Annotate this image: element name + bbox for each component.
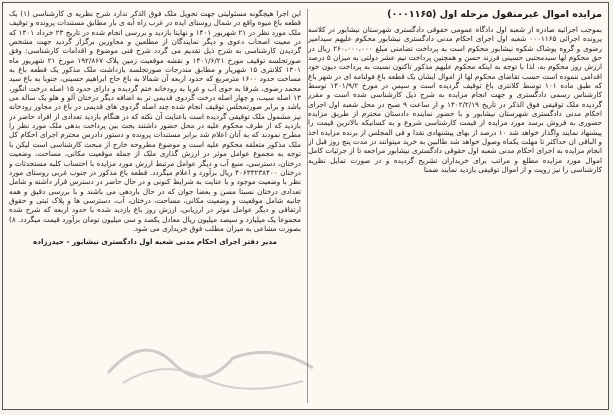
signature-line: مدیر دفتر اجرای احکام مدنی شعبه اول دادگستری نیشابور - حیدرزاده: [33, 237, 277, 247]
faint-stamp-watermark: [103, 323, 323, 393]
right-column-text: بموجب اجرائیه صادره از شعبه اول دادگاه عمومی حقوقی دادگستری شهرستان نیشابور در کلاسه پرونده اجرائی ۰۰۰۱۱۶۵ شعبه اول اجرای احکام مدنی دادگستری نیشابور محکوم علیهم سیدامیر رضوی و گروه پوشاک شکوه نیشابور محکوم است به پرداخت تضامنی مبلغ ۲۶۰،۰۰۰،۰۰۰ ریال در حق محکوم لها سیدمحتبی حسینی فرزند حسن و همچنین پرداخت نیم عشر دولتی به میزان ۵ درصد ارزش روز محکوم به، لذا با توجه به اینکه محکوم علیهم مذکور تاکنون نسبت به پرداخت دیون خود اقدامی ننموده است حسب تقاضای محکوم لها از اموال ایشان یک قطعه باغ فولنامه ای در شهر باغ که طبق ماده ۱۰۱ توسط کلانتری باغ توقیف گردیده است و سپس در مورخ ۱۴۰۱/۹/۲ توسط کارشناس رسمی دادگستری و جهت انجام مزایده به شرح ذیل کارشناسی شده است و مقرر گردیده ملک توقیفی فوق الذکر در تاریخ ۱۴۰۲/۲/۱۹ و از ساعت ۹ صبح در محل شعبه اول اجرای احکام مدنی دادگستری شهرستان نیشابور و با حضور نماینده دادستان محترم از طریق مزایده حضوری به فروش برسد مورد مزایده از قیمت کارشناسی شروع و به کسانیکه بالاترین قیمت را پیشنهاد نمایند واگذار خواهد شد ۱۰ درصد از بهای پیشنهادی نقدا و فی المجلس از برنده مزایده اخذ و الباقی ان حداکثر تا مهلت یکماه وصول خواهد شد طالبین به خرید میتوانند در مدت پنج روز قبل از انجام مزایده به اجرای احکام مدنی شعبه اول حقوقی دادگستری نیشابور مراجعه تا از جزئیات کامل اموال مورد مزایده مطلع و مراتب برای خریداران تشریح گردیده و در صورت تمایل نظریه کارشناسی را نیز رویت و از اموال توقیفی بازدید نمایند ضمنا: [308, 25, 602, 175]
right-column-body: [308, 25, 602, 175]
auction-notice: [2, 2, 609, 410]
left-column-text: این اجرا هیچگونه مسئولیتی جهت تحویل ملک فوق الذکر ندارد شرح نظریه ی کارشناسی (۱) یک قطعه باغ میوه واقع در شمال روستای ایده در غرب راه آبه ی بار مطابق مستندات پرونده و توقیف ملک مورد نظر در ۲۱ شهریور ۱۴۰۱ و نهایتا بازدید و بررسی انجام شده در تاریخ ۲۳ خرداد ۱۴۰۱ که در معیت اصحاب دعوی و دیگر نمایندگان از مطلعین و مجاورین برگزار گردید جهت مشخص گردیدن کارشناسی به شرح ذیل تقدیم می گردد شرح فنی موضوع و اقدامات کارشناسی: وفق صورتجلسه توقیف مورخ ۱۴۰۱/۶/۲۱ و نقشه موقعیت زمین پلاک ۱۹۲/۸۶۷ مورخ ۲۱ شهریور ماه ۱۴۰۱ کلانتری ۱۵ شهریار و مطابق مندرجات صورتجلسه بازداشت ملک مذکور یک قطعه باغ به مساحت حدود ۱۶۰۰ مترمربع که حدود اربعه آن شمالا به باغ حاج ابراهیم حسینی، جنوبا به باغ سید محمد رضوی، شرقا به جوی آب و غربا به رودخانه ختم گردیده و دارای حدود ۱۵ اصله درخت انگور، ۱۳ اصله سیب، و چهار اصله درخت گردوی قدیمی تر به اضافه دیگر درختان آلو و هلو یک ساله می باشد و برابر صورتمجلس توقیف انجام شده چند اصله گردوی های قدیمی در باغ در مجاور رودخانه نیز مشمول ملک توقیفی گردیده است باعنایت آن نکته که در هنگام بازدید تعدادی از افراد حاضر در بازدید که از طرف محکوم علیه در محل حضور داشتند بحث بین پرداخت بدهی ملک مورد نظر را مطرح نمودند که به آنان اعلام شد برابر مستندات پرونده و دستور دادرس محترم اجرای احکام کل ملک مذکور متعلقه محکوم علیه است و موضوع مطروحه خارج از مبحث کارشناسی است لیکن با توجه به مجموع عوامل موثر در ارزش گذاری ملک از جمله موقعیت مکانی، مساحت، وضعیت درختان، دسترسی، منبع آب و دیگر عوامل مرتبط ارزش مورد مزایده با احتساب کلیه مستحدثات و درختان ۴۰۶۳۳۲۳۸۴۰۰ ریال برآورد و اعلام میگردد. قطعه باغ مذکور در جنوب غربی روستای مورد نظر با وضعیت موجود و با عنایت به شرایط کنونی و در حال حاضر در دسترس قرار داشته و شامل تعدادی درختان نسبتا مسن و بعضا جوان که در حال باردهی می باشند و با بررسی دقیق و همه جانبه شامل موقعیت و وضعیت مکانی، مساحت، درختان، آب، دسترسی ها و پلاک ثبتی و حقوق ارتفاقی و دیگر عوامل موثر در ارزیابی، ارزش روز باغ بازدید شده با حدود اربعه که شرح شده مجموعا یک میلیارد و سیصد میلیون ریال معادل یکصد و سی میلیون تومان برآورد قیمت میگردد. ۸) بصورت مشاعی به میزان مطلب فوق خریداری می شود.: [9, 9, 301, 233]
right-column: [308, 9, 602, 403]
left-column-body: [9, 9, 301, 233]
notice-title: مزایده اموال غیرمنقول مرحله اول (۰۰۰۱۱۶۵): [387, 9, 602, 20]
